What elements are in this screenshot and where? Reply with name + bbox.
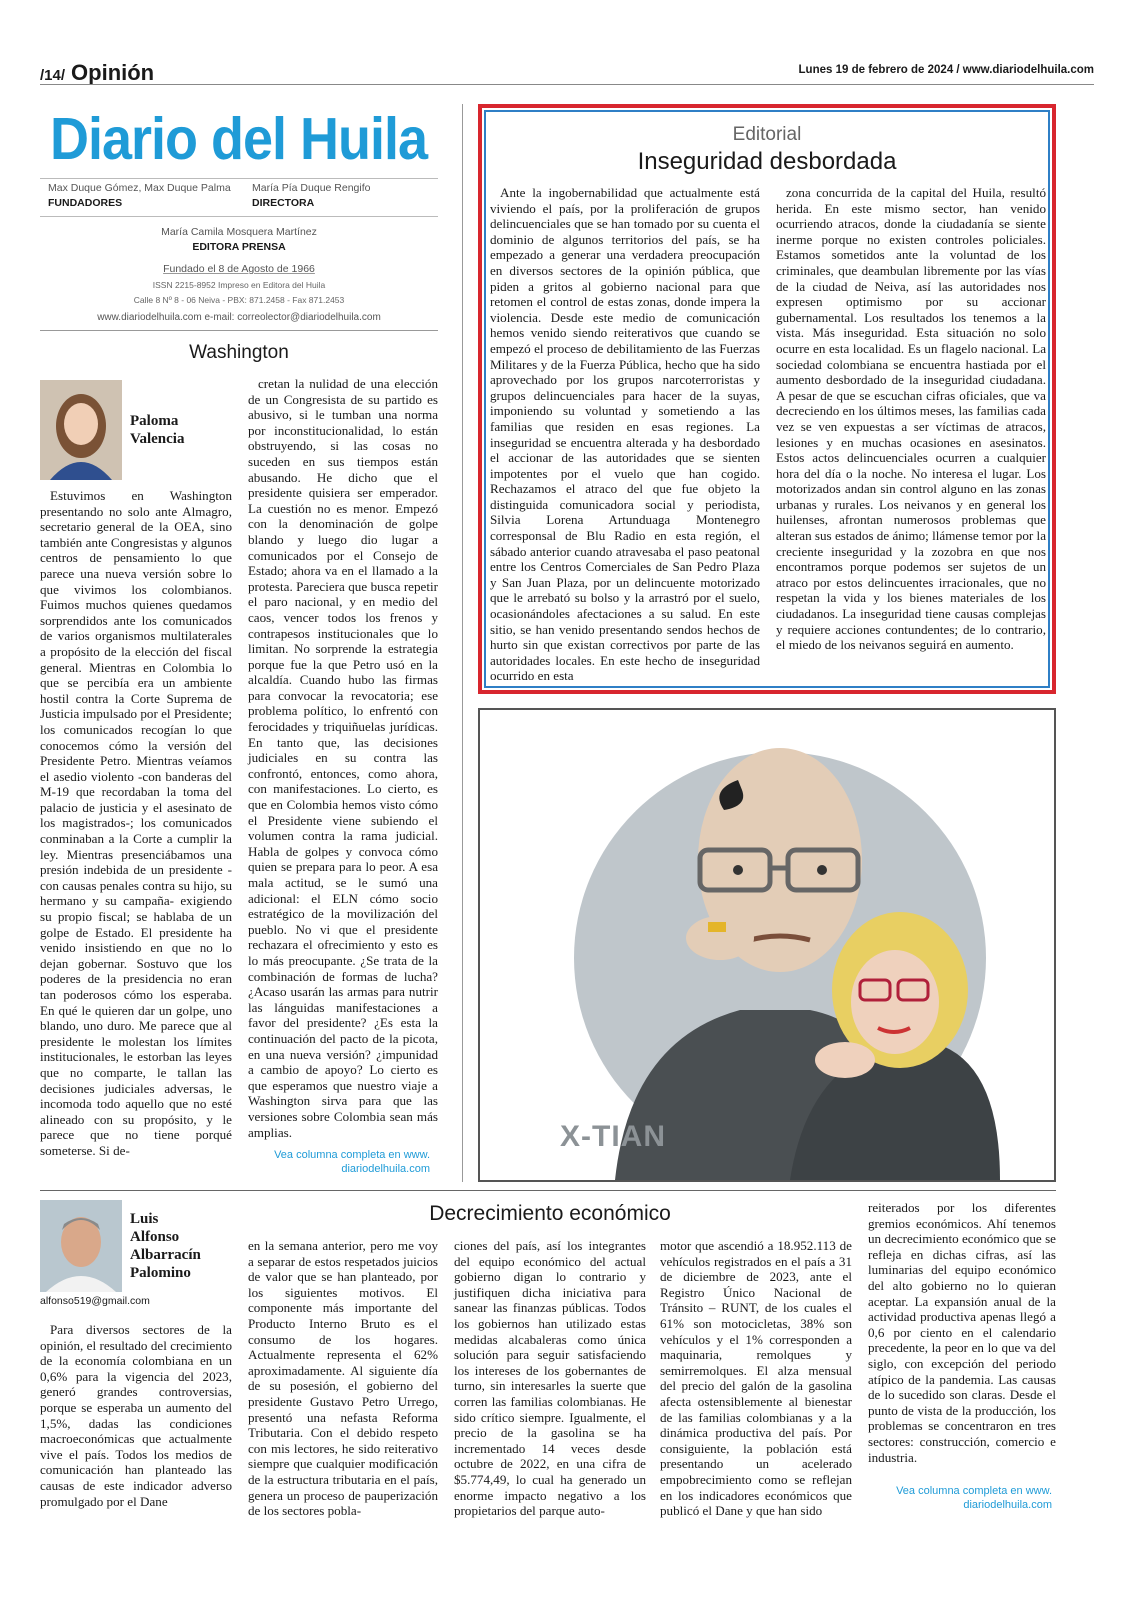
column-title: Washington xyxy=(189,342,289,363)
bottom-section-rule xyxy=(40,1190,1056,1191)
address-line: Calle 8 Nº 8 - 06 Neiva - PBX: 871.2458 - Fax 871.2453 xyxy=(133,295,345,305)
contact-line: www.diariodelhuila.com e-mail: correolector@diariodelhuila.com xyxy=(97,312,381,323)
read-more-link[interactable]: Vea columna completa en www. diariodelhuila.com xyxy=(274,1149,430,1175)
issn-line: ISSN 2215-8952 Impreso en Editora del Huila xyxy=(152,280,326,290)
editorial-kicker: Editorial xyxy=(732,124,802,145)
column-text-left: Estuvimos en Washington presentando no solo ante Almagro, secretario general de la OEA, sino también ante Congresistas y algunos centros de pensamiento lo que parece una nueva versión sobre lo que vivimos los colombianos. Fuimos muchos quienes quedamos sorprendidos ante los comunicados de varios organismos multilaterales a propósito de la elección del fiscal general. Mientras en Colombia lo que se percibía era un ambiente hostil contra la Corte Suprema de Justicia impulsado por el Presidente; los comunicados recogían lo que conocemos cómo la versión del Presidente Petro. Mientras veíamos el asedio violento -con banderas del M-19 que recordaban la toma del palacio de justicia y el asesinato de los magistrados-; los comunicados conminaban a la Corte a cumplir la ley. Mientras presenciábamos una presión indebida de un presidente -con causas penales contra su hijo, su hermano y su campaña- exigiendo su propio fiscal; se hablaba de un golpe de Estado. El presidente ha venido insistiendo en que no lo dejan gobernar. Sostuvo que los poderes de la presidencia no eran tan poderosos cómo los esperaba. En qué le quieren dar un golpe, uno blando, uno duro. Me parece que al presidente le molestan los límites institucionales, le estorban las leyes que no comparte, le tallan las decisiones judiciales adversas, le incomoda todo aquello que no esté alineado con su propósito, y le parece que no tiene porqué someterse. Si de- xyxy=(40,488,233,1158)
author-name: Paloma Valencia xyxy=(130,413,185,447)
column2-text-4: motor que ascendió a 18.952.113 de vehículos registrados en el país a 31 de diciembre de 2023, ante el Registro Único Nacional de Tránsito – RUNT, de los cuales el 61% son motocicletas, 38% son vehículos y el 1% corresponden a maquinaria, remolques y semirremolques. El alza mensual del precio del galón de la gasolina afecta ostensiblemente al bienestar de las familias colombianas y a la dinámica productiva del país. Por consiguiente, la población está presentando un acelerado empobrecimiento como se reflejan en los indicadores económicos que publicó el Dane y que han sido xyxy=(660,1238,852,1519)
read-more-link-2[interactable]: Vea columna completa en www. diariodelhuila.com xyxy=(896,1485,1052,1511)
masthead-bottom-rule xyxy=(40,330,438,331)
founders-names: Max Duque Gómez, Max Duque Palma xyxy=(48,182,231,194)
column2-title: Decrecimiento económico xyxy=(429,1202,671,1225)
author2-name: Luis Alfonso Albarracín Palomino xyxy=(130,1211,201,1281)
column2-text-1: Para diversos sectores de la opinión, el resultado del crecimiento de la economía colombiana en un 0,6% para la vigencia del 2023, generó grandes controversias, porque se esperaba un aumento del 1,5%, dadas las condiciones macroeconómicas que actualmente vive el país. Todos los medios de comunicación han planteado las causas de este indicador adverso promulgado por el Dane xyxy=(40,1322,232,1509)
column2-text-3: ciones del país, así los integrantes del equipo económico del actual gobierno digan lo contrario y justifiquen dicha iniciativa para sanear las finanzas públicas. Todos los gobiernos han utilizado estas medidas alcabaleras como única solución para seguir satisfaciendo los intereses de los gobernantes de turno, sin interesarles la suerte que corren las familias colombianas. He sido crítico siempre. Igualmente, el precio de la gasolina se ha incrementado 14 veces desde octubre de 2022, en una cifra de $5.774,49, lo cual ha generado un enorme impacto negativo a los propietarios del parque auto- xyxy=(454,1238,646,1519)
editor-name: María Camila Mosquera Martínez xyxy=(161,226,317,238)
masthead-rule-2 xyxy=(40,216,438,217)
author2-portrait-icon xyxy=(40,1200,122,1292)
date-site: Lunes 19 de febrero de 2024 / www.diariodelhuila.com xyxy=(798,64,1094,76)
author2-email[interactable]: alfonso519@gmail.com xyxy=(40,1295,150,1307)
header-rule xyxy=(40,84,1094,85)
editorial-text-right: zona concurrida de la capital del Huila, resultó herida. En este mismo sector, han venido ocurriendo atracos, donde la ciudadanía se siente inerme porque no existen controles policiales. Estamos sometidos ante la voluntad de los criminales, que deambulan libremente por las vías de la ciudad de Neiva, así las autoridades nos expresen optimismo por su accionar gubernamental. Los resultados los tenemos a la vista. Más inseguridad. Esta situación no solo ocurre en esta localidad. Es un flagelo nacional. La sociedad colombiana se encuentra hastiada por el aumento desbordado de la inseguridad ciudadana. A pesar de que se escuchan cifras oficiales, que va decreciendo en los últimos meses, las familias cada vez se ven expuestas a ser víctimas de atracos, lesiones y en muchas ocasiones en asesinatos. Estos actos delincuenciales ocurren a cualquier hora del día o la noche. No interesa el lugar. Los motorizados andan sin control alguno en las zonas urbanas y rurales. Los neivanos y en general los huilenses, afrontan numerosos problemas que alteran sus estados de ánimo; llámense temor por la creciente inseguridad y la zozobra en que nos encontramos porque podemos ser sujetos de un atraco por estos delincuentes irracionales, que no respetan la vida y los bienes materiales de los ciudadanos. La inseguridad tiene causas complejas y requiere acciones contundentes; de lo contrario, el miedo de los neivanos seguirá en aumento. xyxy=(776,185,1046,653)
page-header xyxy=(40,60,154,86)
masthead-rule xyxy=(40,178,438,179)
editor-label: EDITORA PRENSA xyxy=(192,241,286,253)
section-title: Opinión xyxy=(71,60,155,85)
founders-label: FUNDADORES xyxy=(48,197,123,209)
cartoon-signature: X-TIAN xyxy=(560,1120,666,1153)
column-text-right: cretan la nulidad de una elección de un Congresista de su partido es abusivo, si le tumban una norma por inconstitucionalidad, lo están obstruyendo, si las cosas no suceden en sus tiempos están abusando. He dicho que el presidente quisiera ser emperador. La cuestión no es menor. Empezó con la denominación de golpe blando y luego dio lugar a comunicados por el Consejo de Estado; ahora va en el llamado a la protesta. Pareciera que busca repetir el paro nacional, y en medio del caos, vencer todos los frenos y contrapesos institucionales que lo limitan. No sorprende la estrategia porque fue la que Petro usó en la alcaldía. Cuando hubo las firmas para convocar la revocatoria; ese problema político, lo enfrentó con ferocidades y triquiñuelas jurídicas. En tanto que, las decisiones judiciales en su contra las confrontó, entonces, como ahora, con manifestaciones. Lo cierto, es que en Colombia hemos visto cómo el Presidente viene subiendo el volumen contra la rama judicial. Habla de golpes y convoca cómo quien se prepara para lo peor. A esa mala actitud, se le sumó una adicional: el ELN cómo socio estratégico de la movilización del pueblo. No vi que el presidente rechazara el ofrecimiento y esto es lo más preocupante. ¿Se trata de la combinación de formas de lucha? ¿Acaso usarán las armas para nutrir las lánguidas manifestaciones a favor del presidente? ¿Es esta la continuación del pacto de la picota, en una nueva versión? ¿impunidad a cambio de apoyo? Lo cierto es que esperamos que nuestro viaje a Washington sirva para que las versiones sobre Colombia sean más amplias. xyxy=(248,376,438,1140)
editorial-title: Inseguridad desbordada xyxy=(637,148,897,175)
masthead-logo: Diario del Huila xyxy=(50,106,428,173)
cartoon-frame xyxy=(478,708,1056,1182)
editorial-text-left: Ante la ingobernabilidad que actualmente está viviendo el país, por la proliferación de grupos delincuenciales que se han tomado por su cuenta el dominio de algunos territorios del país, se ha empezado a generar una verdadera preocupación en diversos sectores de la opinión pública, que piden a gritos al gobierno nacional para que retomen el control de estas zonas, donde impera la violencia. Desde este medio de comunicación hemos venido siendo reiterativos que cuando se empezó el proceso de debilitamiento de las Fuerzas Militares y de la Fuerza Pública, hecho que ha sido aprovechado por los grupos narcoterroristas y grupos delincuenciales para hacer de la suyas, imponiendo su voluntad y sometiendo a las familias que residen en esas regiones. La inseguridad se encuentra alterada y ha desbordado el accionar de las autoridades que se sienten impotentes por el vuelo que han cogido. Rechazamos el atraco del que fue objeto la distinguida comunicadora social y periodista, Silvia Lorena Artunduaga Montenegro corresponsal de Blu Radio en esta región, el sábado anterior cuando atravesaba el paso peatonal entre los Centros Comerciales de San Pedro Plaza y San Juan Plaza, por un delincuente motorizado que le arrebató su bolso y la arrastró por el suelo, ocasionándoles afectaciones a su salud. En este sitio, se han venido presentando sendos hechos de hurto sin que existan correctivos por parte de las autoridades locales. En este hecho de inseguridad ocurrido en esta xyxy=(490,185,760,684)
director-name: María Pía Duque Rengifo xyxy=(252,182,371,194)
column-divider xyxy=(462,104,463,1182)
author2-photo xyxy=(40,1200,122,1292)
column2-text-2: en la semana anterior, pero me voy a separar de estos respetados juicios de valor que se han planteado, por los siguientes motivos. El componente más importante del Producto Interno Bruto es el consumo de los hogares. Actualmente representa el 62% aproximadamente. Al siguiente día de su posesión, el gobierno del presidente Gustavo Petro Urrego, presentó una nefasta Reforma Tributaria. Con el debido respeto con mis lectores, he sido reiterativo siempre que cualquier modificación de la estructura tributaria en el país, genera un proceso de pauperización de los sectores pobla- xyxy=(248,1238,438,1519)
column2-text-5: reiterados por los diferentes gremios económicos. Ahí tenemos un decrecimiento económico que se refleja en dichas cifras, así las luminarias del equipo económico del alto gobierno no lo quieran aceptar. La expansión anual de la actividad productiva apenas llegó a 0,6 por ciento en el calendario precedente, la peor en lo que va del siglo, con excepción del periodo atípico de la pandemia. Las causas de lo sucedido son claras. Desde el punto de vista de la producción, los problemas se concentraron en tres sectores: construcción, comercio e industria. xyxy=(868,1200,1056,1465)
founded-date: Fundado el 8 de Agosto de 1966 xyxy=(163,263,315,275)
cartoon-illustration-icon xyxy=(480,710,1054,1180)
author-portrait-icon xyxy=(40,380,122,480)
director-label: DIRECTORA xyxy=(252,197,315,209)
author-photo xyxy=(40,380,122,480)
page-number: /14/ xyxy=(40,67,66,84)
